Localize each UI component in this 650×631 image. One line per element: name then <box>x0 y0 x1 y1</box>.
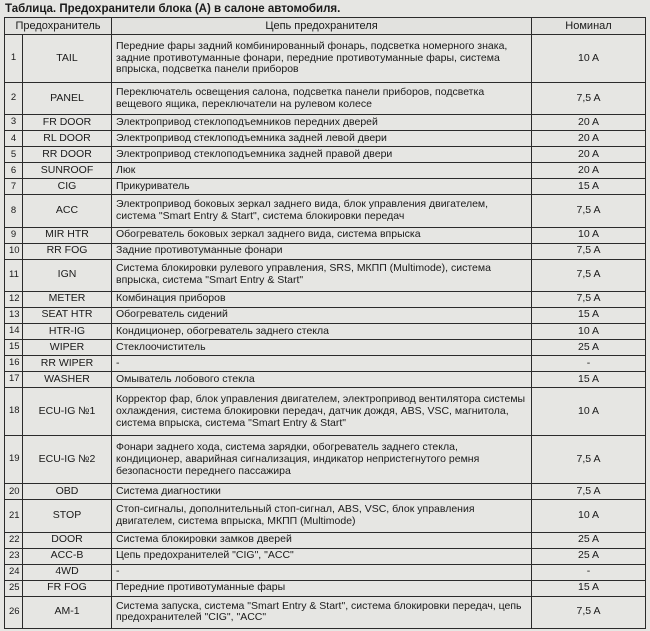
table-row <box>5 580 646 596</box>
table-row <box>5 372 646 388</box>
fuse-rating: 7,5 A <box>532 484 646 500</box>
table-row <box>5 35 646 83</box>
table-row <box>5 227 646 243</box>
header-circuit: Цепь предохранителя <box>112 18 532 35</box>
fuse-circuit: Система запуска, система "Smart Entry & Start", система блокировки передач, цепь предохранителей "CIG", "ACC" <box>112 596 532 628</box>
fuse-circuit: - <box>112 564 532 580</box>
fuse-rating: 7,5 A <box>532 596 646 628</box>
fuse-rating: 15 A <box>532 580 646 596</box>
fuse-number: 3 <box>5 115 23 131</box>
fuse-name: TAIL <box>23 35 112 83</box>
table-row <box>5 355 646 371</box>
fuse-circuit: Переключатель освещения салона, подсветка панели приборов, подсветка вещевого ящика, переключатели на рулевом колесе <box>112 83 532 115</box>
table-row <box>5 131 646 147</box>
fuse-name: ECU-IG №2 <box>23 436 112 484</box>
fuse-circuit: Прикуриватель <box>112 179 532 195</box>
table-row <box>5 484 646 500</box>
fuse-rating: 10 A <box>532 227 646 243</box>
fuse-circuit: Электропривод стеклоподъемника задней правой двери <box>112 147 532 163</box>
table-row <box>5 147 646 163</box>
fuse-rating: 20 A <box>532 163 646 179</box>
fuse-circuit: Передние противотуманные фары <box>112 580 532 596</box>
table-caption: Таблица. Предохранители блока (А) в салоне автомобиля. <box>5 3 341 15</box>
fuse-name: WIPER <box>23 339 112 355</box>
table-row <box>5 291 646 307</box>
fuse-name: STOP <box>23 500 112 532</box>
fuse-name: CIG <box>23 179 112 195</box>
fuse-name: FR DOOR <box>23 115 112 131</box>
fuse-rating: 7,5 A <box>532 83 646 115</box>
fuse-rating: 15 A <box>532 307 646 323</box>
fuse-circuit: Корректор фар, блок управления двигателем, электропривод вентилятора системы охлаждения, система блокировки передач, датчик дождя, ABS, VSC, магнитола, система впрыска, система "Smart Entry & Start" <box>112 388 532 436</box>
fuse-name: SEAT HTR <box>23 307 112 323</box>
fuse-number: 23 <box>5 548 23 564</box>
fuse-rating: 10 A <box>532 500 646 532</box>
fuse-rating: 20 A <box>532 131 646 147</box>
fuse-name: OBD <box>23 484 112 500</box>
fuse-rating: 15 A <box>532 179 646 195</box>
fuse-name: SUNROOF <box>23 163 112 179</box>
fuse-number: 10 <box>5 243 23 259</box>
table-body <box>5 35 646 629</box>
fuse-rating: 10 A <box>532 388 646 436</box>
fuse-number: 11 <box>5 259 23 291</box>
table-row <box>5 307 646 323</box>
fuse-number: 16 <box>5 355 23 371</box>
fuse-name: HTR-IG <box>23 323 112 339</box>
fuse-circuit: - <box>112 355 532 371</box>
header-fuse: Предохранитель <box>5 18 112 35</box>
fuse-name: PANEL <box>23 83 112 115</box>
fuse-name: ACC-B <box>23 548 112 564</box>
table-row <box>5 195 646 227</box>
table-row <box>5 243 646 259</box>
fuse-number: 17 <box>5 372 23 388</box>
fuse-circuit: Цепь предохранителей "CIG", "ACC" <box>112 548 532 564</box>
fuse-circuit: Электропривод стеклоподъемников передних дверей <box>112 115 532 131</box>
fuse-circuit: Задние противотуманные фонари <box>112 243 532 259</box>
fuse-rating: 25 A <box>532 339 646 355</box>
fuse-name: FR FOG <box>23 580 112 596</box>
fuse-name: RL DOOR <box>23 131 112 147</box>
fuse-name: MIR HTR <box>23 227 112 243</box>
table-row <box>5 596 646 628</box>
fuse-number: 5 <box>5 147 23 163</box>
fuse-rating: 20 A <box>532 115 646 131</box>
fuse-circuit: Система блокировки замков дверей <box>112 532 532 548</box>
fuse-circuit: Омыватель лобового стекла <box>112 372 532 388</box>
fuse-rating: 7,5 A <box>532 243 646 259</box>
fuse-rating: 7,5 A <box>532 195 646 227</box>
table-row <box>5 83 646 115</box>
table-row <box>5 564 646 580</box>
fuse-circuit: Обогреватель боковых зеркал заднего вида, система впрыска <box>112 227 532 243</box>
fuse-number: 24 <box>5 564 23 580</box>
fuse-rating: - <box>532 564 646 580</box>
fuse-number: 19 <box>5 436 23 484</box>
table-row <box>5 436 646 484</box>
fuse-circuit: Система блокировки рулевого управления, SRS, МКПП (Multimode), система впрыска, система "Smart Entry & Start" <box>112 259 532 291</box>
fuse-name: AM-1 <box>23 596 112 628</box>
table-row <box>5 323 646 339</box>
table-row <box>5 548 646 564</box>
fuse-name: RR WIPER <box>23 355 112 371</box>
fuse-name: DOOR <box>23 532 112 548</box>
header-rating: Номинал <box>532 18 646 35</box>
fuse-number: 21 <box>5 500 23 532</box>
fuse-circuit: Электропривод боковых зеркал заднего вида, блок управления двигателем, система "Smart Entry & Start", система блокировки передач <box>112 195 532 227</box>
fuse-rating: 25 A <box>532 548 646 564</box>
fuse-number: 7 <box>5 179 23 195</box>
fuse-rating: 10 A <box>532 35 646 83</box>
fuse-name: METER <box>23 291 112 307</box>
fuse-number: 9 <box>5 227 23 243</box>
fuse-rating: 15 A <box>532 372 646 388</box>
table-row <box>5 163 646 179</box>
table-row <box>5 388 646 436</box>
fuse-name: RR FOG <box>23 243 112 259</box>
fuse-circuit: Комбинация приборов <box>112 291 532 307</box>
fuse-rating: 20 A <box>532 147 646 163</box>
fuse-rating: 10 A <box>532 323 646 339</box>
fuse-number: 25 <box>5 580 23 596</box>
fuse-circuit: Передние фары задний комбинированный фонарь, подсветка номерного знака, задние противотуманные фонари, передние противотуманные фары, система впрыска, подсветка панели приборов <box>112 35 532 83</box>
fuse-circuit: Стеклоочиститель <box>112 339 532 355</box>
fuse-number: 13 <box>5 307 23 323</box>
fuse-number: 1 <box>5 35 23 83</box>
fuse-number: 8 <box>5 195 23 227</box>
fuse-number: 4 <box>5 131 23 147</box>
fuse-rating: 7,5 A <box>532 259 646 291</box>
fuse-number: 2 <box>5 83 23 115</box>
table-row <box>5 500 646 532</box>
fuse-rating: 25 A <box>532 532 646 548</box>
fuse-rating: - <box>532 355 646 371</box>
fuse-name: WASHER <box>23 372 112 388</box>
fuse-circuit: Фонари заднего хода, система зарядки, обогреватель заднего стекла, кондиционер, аварийная сигнализация, индикатор непристегнутого ремня безопасности переднего пассажира <box>112 436 532 484</box>
fuse-number: 6 <box>5 163 23 179</box>
fuse-number: 20 <box>5 484 23 500</box>
fuse-circuit: Кондиционер, обогреватель заднего стекла <box>112 323 532 339</box>
fuse-number: 18 <box>5 388 23 436</box>
fuse-circuit: Обогреватель сидений <box>112 307 532 323</box>
table-row <box>5 179 646 195</box>
fuse-circuit: Стоп-сигналы, дополнительный стоп-сигнал, ABS, VSC, блок управления двигателем, система впрыска, МКПП (Multimode) <box>112 500 532 532</box>
table-row <box>5 115 646 131</box>
fuse-circuit: Система диагностики <box>112 484 532 500</box>
fuse-table <box>4 17 646 629</box>
fuse-number: 26 <box>5 596 23 628</box>
fuse-rating: 7,5 A <box>532 436 646 484</box>
fuse-circuit: Люк <box>112 163 532 179</box>
fuse-circuit: Электропривод стеклоподъемника задней левой двери <box>112 131 532 147</box>
table-header-row <box>5 18 646 35</box>
fuse-name: 4WD <box>23 564 112 580</box>
table-row <box>5 339 646 355</box>
fuse-number: 15 <box>5 339 23 355</box>
table-row <box>5 532 646 548</box>
fuse-name: ECU-IG №1 <box>23 388 112 436</box>
fuse-number: 12 <box>5 291 23 307</box>
fuse-name: ACC <box>23 195 112 227</box>
fuse-name: IGN <box>23 259 112 291</box>
fuse-rating: 7,5 A <box>532 291 646 307</box>
fuse-number: 14 <box>5 323 23 339</box>
fuse-name: RR DOOR <box>23 147 112 163</box>
table-row <box>5 259 646 291</box>
fuse-number: 22 <box>5 532 23 548</box>
